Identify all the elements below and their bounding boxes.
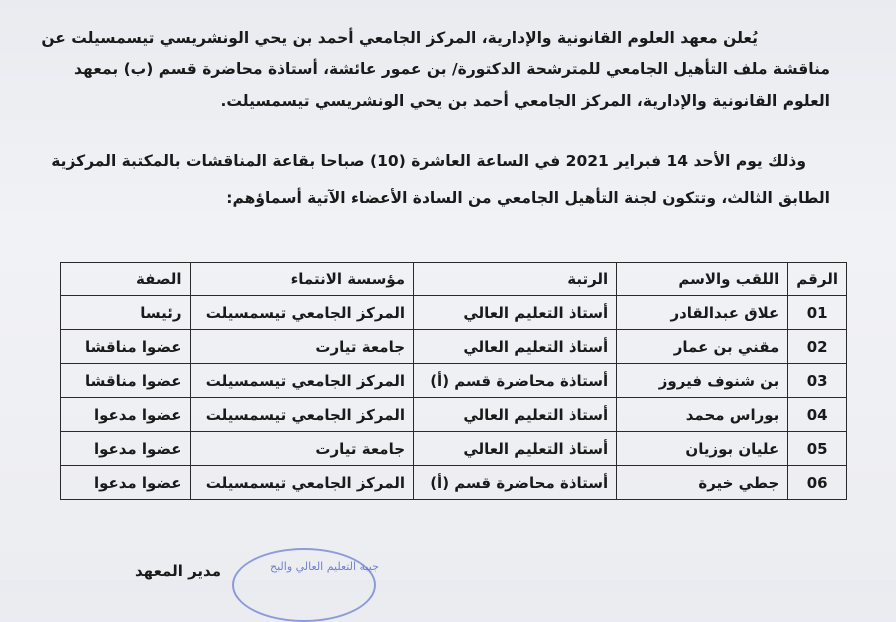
row-institution: المركز الجامعي تيسمسيلت: [190, 466, 414, 500]
stamp-text: جيبة التعليم العالي والبح: [270, 560, 379, 573]
row-num: 02: [788, 330, 847, 364]
row-name: عليان بوزيان: [617, 432, 788, 466]
header-name: اللقب والاسم: [617, 263, 788, 296]
table-row: [61, 296, 847, 330]
table-row: [61, 432, 847, 466]
announcement-line-3: العلوم القانونية والإدارية، المركز الجامعي أحمد بن يحي الونشريسي تيسمسيلت.: [220, 92, 830, 110]
row-role: رئيسا: [61, 296, 191, 330]
header-role: الصفة: [61, 263, 191, 296]
announcement-paragraph-2: [62, 180, 830, 220]
table-row: [61, 466, 847, 500]
announcement-line-5: الطابق الثالث، وتتكون لجنة التأهيل الجامعي من السادة الأعضاء الآتية أسماؤهم:: [226, 189, 830, 207]
row-rank: أستاذ التعليم العالي: [414, 398, 617, 432]
row-name: جطي خيرة: [617, 466, 788, 500]
table-row: [61, 330, 847, 364]
row-name: بن شنوف فيروز: [617, 364, 788, 398]
table-row: [61, 364, 847, 398]
row-num: 04: [788, 398, 847, 432]
row-num: 05: [788, 432, 847, 466]
committee-table: [60, 262, 847, 500]
table-header-row: [61, 263, 847, 296]
announcement-line-1: يُعلن معهد العلوم القانونية والإدارية، المركز الجامعي أحمد بن يحي الونشريسي تيسمسيلت عن: [41, 29, 758, 47]
row-rank: أستاذة محاضرة قسم (أ): [414, 466, 617, 500]
row-name: علاق عبدالقادر: [617, 296, 788, 330]
header-num: الرقم: [788, 263, 847, 296]
row-name: مقني بن عمار: [617, 330, 788, 364]
row-rank: أستاذة محاضرة قسم (أ): [414, 364, 617, 398]
director-signature-label: مدير المعهد: [135, 562, 222, 580]
row-role: عضوا مدعوا: [61, 432, 191, 466]
row-institution: المركز الجامعي تيسمسيلت: [190, 296, 414, 330]
row-institution: جامعة تيارت: [190, 432, 414, 466]
row-role: عضوا مدعوا: [61, 398, 191, 432]
header-institution: مؤسسة الانتماء: [190, 263, 414, 296]
row-num: 06: [788, 466, 847, 500]
row-num: 03: [788, 364, 847, 398]
row-rank: أستاذ التعليم العالي: [414, 330, 617, 364]
announcement-paragraph: [41, 20, 830, 170]
announcement-line-2: مناقشة ملف التأهيل الجامعي للمترشحة الدكتورة/ بن عمور عائشة، أستاذة محاضرة قسم (ب) بمعهد: [74, 60, 830, 78]
row-institution: المركز الجامعي تيسمسيلت: [190, 364, 414, 398]
header-rank: الرتبة: [414, 263, 617, 296]
row-rank: أستاذ التعليم العالي: [414, 296, 617, 330]
row-role: عضوا مناقشا: [61, 364, 191, 398]
row-institution: جامعة تيارت: [190, 330, 414, 364]
row-name: بوراس محمد: [617, 398, 788, 432]
row-num: 01: [788, 296, 847, 330]
table-row: [61, 398, 847, 432]
row-role: عضوا مناقشا: [61, 330, 191, 364]
row-rank: أستاذ التعليم العالي: [414, 432, 617, 466]
row-institution: المركز الجامعي تيسمسيلت: [190, 398, 414, 432]
announcement-line-4: وذلك يوم الأحد 14 فبراير 2021 في الساعة العاشرة (10) صباحا بقاعة المناقشات بالمكتبة المركزية: [51, 152, 806, 170]
row-role: عضوا مدعوا: [61, 466, 191, 500]
